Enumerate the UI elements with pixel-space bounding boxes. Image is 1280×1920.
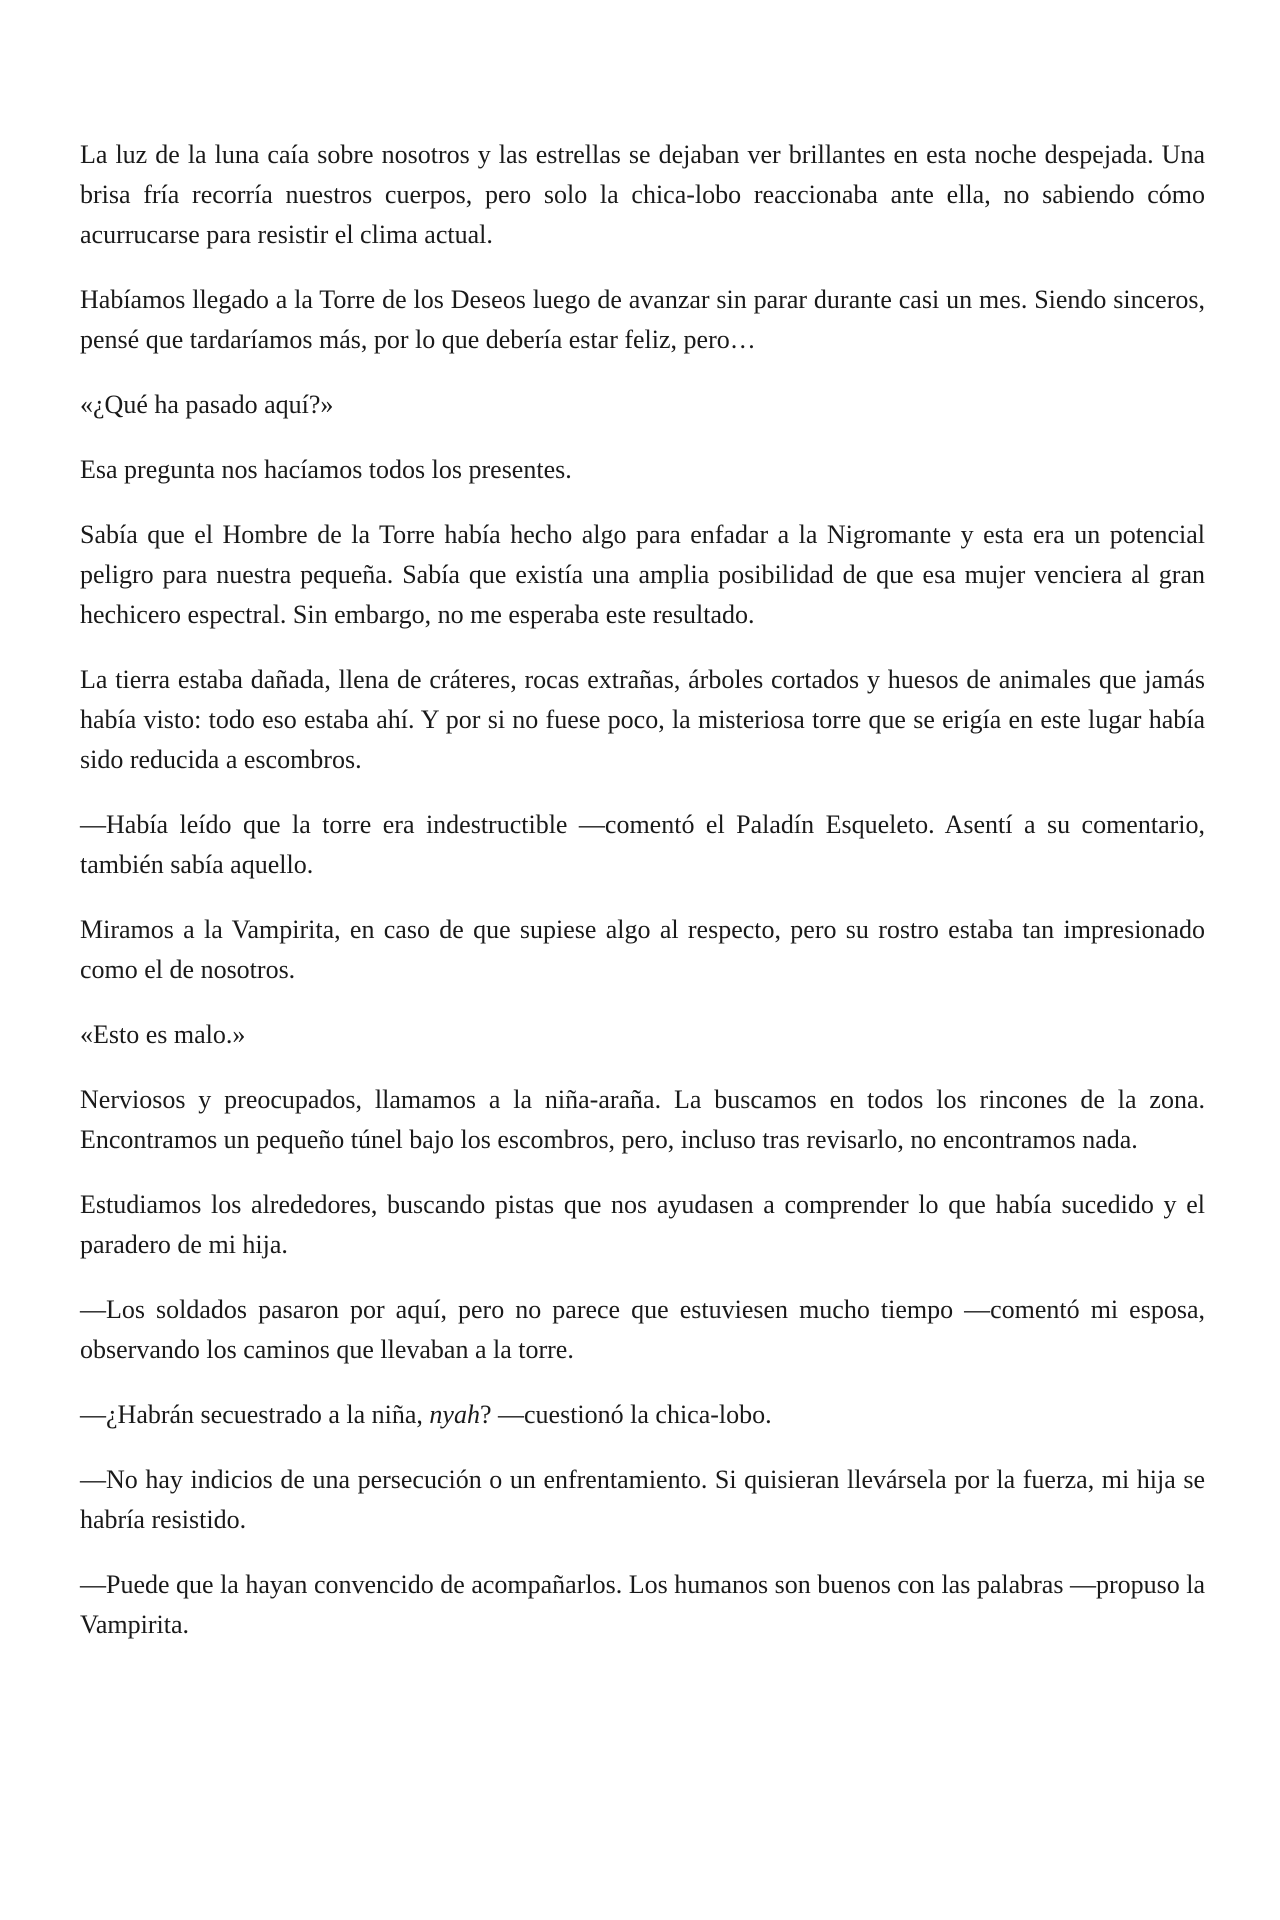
paragraph-5: Sabía que el Hombre de la Torre había hecho algo para enfadar a la Nigromante y esta era un potencial peligro para nuestra pequeña. Sabía que existía una amplia posibilidad de que esa mujer venciera al gran hechicero espectral. Sin embargo, no me esperaba este resultado. [80, 520, 1205, 629]
paragraph-13-before: —¿Habrán secuestrado a la niña, [80, 1400, 430, 1429]
paragraph-8: Miramos a la Vampirita, en caso de que supiese algo al respecto, pero su rostro estaba tan impresionado como el de nosotros. [80, 915, 1205, 984]
paragraph-9: «Esto es malo.» [80, 1020, 246, 1049]
paragraph-4: Esa pregunta nos hacíamos todos los presentes. [80, 455, 572, 484]
document-page [80, 135, 1205, 1645]
paragraph-11: Estudiamos los alrededores, buscando pistas que nos ayudasen a comprender lo que había sucedido y el paradero de mi hija. [80, 1190, 1205, 1259]
paragraph-13-after: ? —cuestionó la chica-lobo. [479, 1400, 772, 1429]
paragraph-10: Nerviosos y preocupados, llamamos a la niña-araña. La buscamos en todos los rincones de la zona. Encontramos un pequeño túnel bajo los escombros, pero, incluso tras revisarlo, no encontramos nada. [80, 1085, 1205, 1154]
paragraph-12: —Los soldados pasaron por aquí, pero no parece que estuviesen mucho tiempo —comentó mi esposa, observando los caminos que llevaban a la torre. [80, 1295, 1205, 1364]
paragraph-13-italic: nyah [429, 1400, 480, 1429]
paragraph-6: La tierra estaba dañada, llena de cráteres, rocas extrañas, árboles cortados y huesos de animales que jamás había visto: todo eso estaba ahí. Y por si no fuese poco, la misteriosa torre que se erigía en este lugar había sido reducida a escombros. [80, 665, 1205, 774]
paragraph-15: —Puede que la hayan convencido de acompañarlos. Los humanos son buenos con las palabras —propuso la Vampirita. [80, 1570, 1205, 1639]
paragraph-13 [80, 1395, 1205, 1435]
paragraph-1: La luz de la luna caía sobre nosotros y las estrellas se dejaban ver brillantes en esta noche despejada. Una brisa fría recorría nuestros cuerpos, pero solo la chica-lobo reaccionaba ante ella, no sabiendo cómo acurrucarse para resistir el clima actual. [80, 140, 1205, 249]
paragraph-2: Habíamos llegado a la Torre de los Deseos luego de avanzar sin parar durante casi un mes. Siendo sinceros, pensé que tardaríamos más, por lo que debería estar feliz, pero… [80, 285, 1205, 354]
paragraph-7: —Había leído que la torre era indestructible —comentó el Paladín Esqueleto. Asentí a su comentario, también sabía aquello. [80, 810, 1205, 879]
paragraph-3: «¿Qué ha pasado aquí?» [80, 390, 334, 419]
paragraph-14: —No hay indicios de una persecución o un enfrentamiento. Si quisieran llevársela por la fuerza, mi hija se habría resistido. [80, 1465, 1205, 1534]
